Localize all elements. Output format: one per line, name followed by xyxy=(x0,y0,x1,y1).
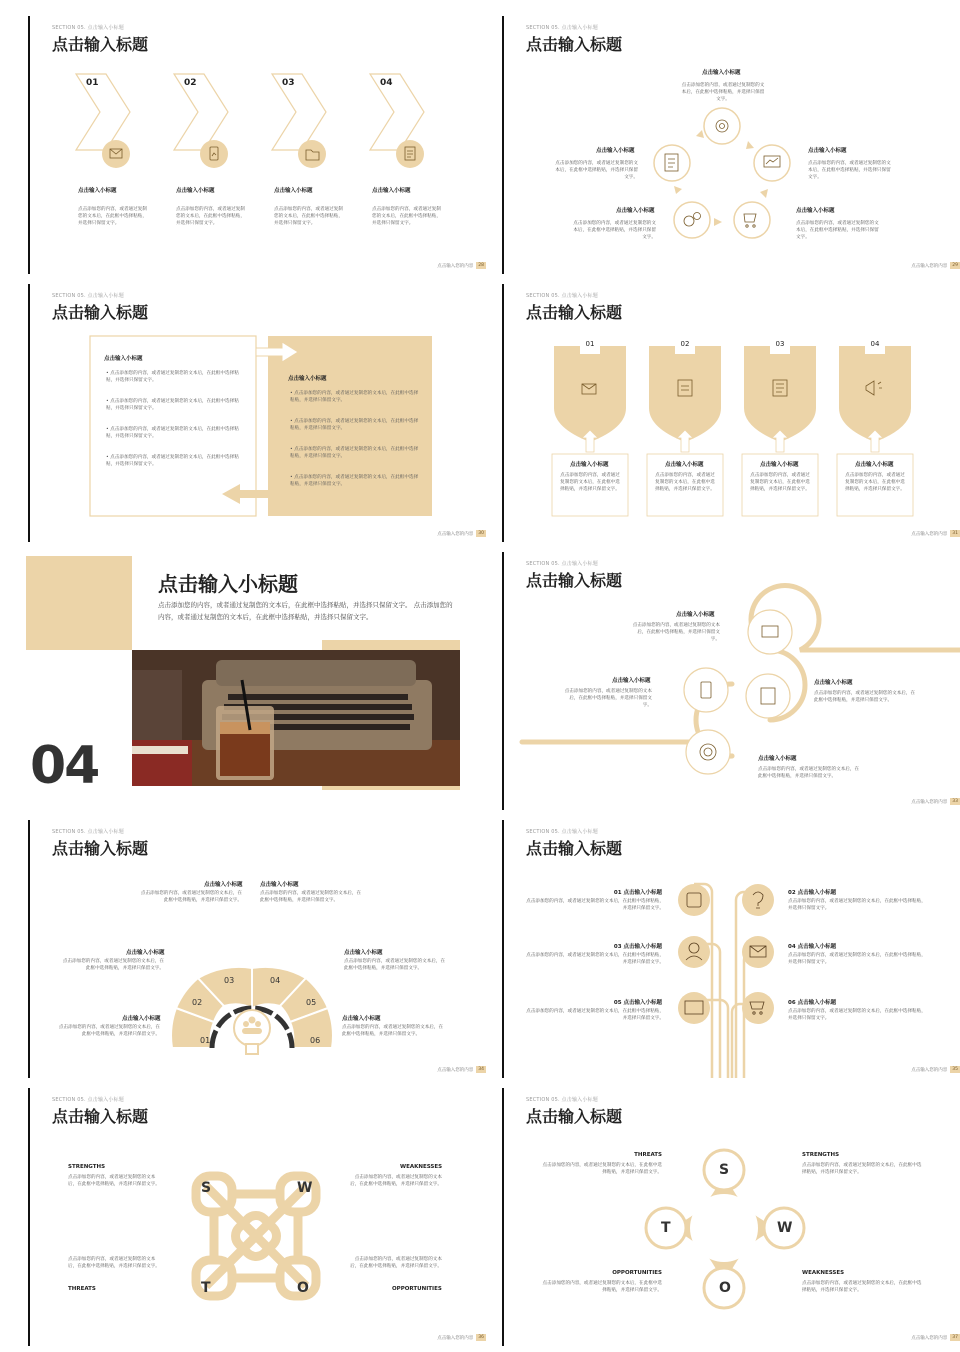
item-body: 点击添加您的内容，或者通过复制您的文本后，在此框中选择粘贴，并选择只保留文字。 xyxy=(542,1281,662,1294)
tree-graphics xyxy=(500,812,960,1078)
step-number: 04 xyxy=(867,340,883,348)
item-body: 点击添加您的内容，或者通过复制您的文本后，在此框中选择粘贴，并选择只保留文字。 xyxy=(555,161,638,181)
slide-29[interactable] xyxy=(500,8,960,274)
segment-label: 04 xyxy=(270,976,281,985)
item-body: 点击添加您的内容，或者通过复制您的文本后，在此框中选择粘贴，并选择只保留文字。 xyxy=(758,767,860,780)
item-body: 点击添加您的内容，或者通过复制您的文本后，在此框中选择粘贴，并选择只保留文字。 xyxy=(350,1257,442,1270)
swot-letter-o: O xyxy=(719,1280,731,1296)
coin-icon xyxy=(684,216,694,226)
footer-text: 点击输入您的内容 xyxy=(911,799,948,805)
slide-footer xyxy=(911,530,960,537)
footer-text: 点击输入您的内容 xyxy=(437,1067,474,1073)
footer-text: 点击输入您的内容 xyxy=(437,263,474,269)
item-body: 点击添加您的内容，或者通过复制您的文本后，在此框中选择粘贴，并选择只保留文字。 xyxy=(274,207,343,227)
item-body: 点击添加您的内容，或者通过复制您的文本后，在此框中选择粘贴，并选择只保留文字。 xyxy=(632,623,720,643)
item-subtitle: 点击输入小标题 xyxy=(616,208,655,214)
step-number: 01 xyxy=(582,340,598,348)
bullet-text: 点击添加您的内容，或者通过复制您的文本后，在此框中选择粘贴，并选择只保留文字。 xyxy=(106,455,239,468)
bullet-item: • 点击添加您的内容，或者通过复制您的文本后，在此框中选择粘贴，并选择只保留文字。 xyxy=(106,399,239,412)
swot-letter-s: S xyxy=(201,1180,212,1196)
item-subtitle: 点击输入小标题 xyxy=(274,188,313,194)
item-body: 点击添加您的内容，或者通过复制您的文本后，在此框中选择粘贴，并选择只保留文字。 xyxy=(526,899,664,912)
slide-footer xyxy=(437,530,486,537)
slide-footer xyxy=(911,1066,960,1073)
page-number: 29 xyxy=(952,263,958,268)
slide-35[interactable] xyxy=(500,812,960,1078)
swot-letter-w: W xyxy=(777,1220,793,1236)
typewriter-coffee-photo xyxy=(132,650,460,786)
section-number: 04 xyxy=(30,736,99,796)
item-body: 点击添加您的内容，或者通过复制您的文本后，在此框中选择粘贴，并选择只保留文字。 xyxy=(845,473,905,493)
swot-letter-t: T xyxy=(201,1280,211,1296)
slide-30[interactable] xyxy=(26,276,500,542)
item-subtitle: 点击输入小标题 xyxy=(78,188,117,194)
item-body: 点击添加您的内容，或者通过复制您的文本后，在此框中选择粘贴，并选择只保留文字。 xyxy=(681,83,765,103)
section-label: SECTION 05. 点击输入小标题 xyxy=(52,293,124,299)
bullet-text: 点击添加您的内容，或者通过复制您的文本后，在此框中选择粘贴，并选择只保留文字。 xyxy=(290,419,419,432)
item-body: 点击添加您的内容，或者通过复制您的文本后，在此框中选择粘贴，并选择只保留文字。 xyxy=(796,221,879,241)
section-heading: 点击输入小标题 xyxy=(158,572,298,596)
road-graphics xyxy=(500,544,960,810)
slide-title: 点击输入标题 xyxy=(52,303,149,322)
page-number: 35 xyxy=(952,1067,958,1072)
slide-title: 点击输入标题 xyxy=(526,35,623,54)
chevron-shape xyxy=(76,74,130,150)
slide-31[interactable] xyxy=(500,276,960,542)
section-label: SECTION 05. 点击输入小标题 xyxy=(526,829,598,835)
swot-letter-t: T xyxy=(661,1220,671,1236)
slide-footer xyxy=(911,1334,960,1341)
item-subtitle: 点击输入小标题 xyxy=(808,148,847,154)
segment-label: 03 xyxy=(224,976,235,985)
step-number: 02 xyxy=(677,340,693,348)
item-subtitle: 点击输入小标题 xyxy=(596,148,635,154)
item-body: 点击添加您的内容，或者通过复制您的文本后，在此框中选择粘贴，并选择只保留文字。 xyxy=(140,891,242,904)
item-body: 点击添加您的内容，或者通过复制您的文本后，在此框中选择粘贴，并选择只保留文字。 xyxy=(564,689,652,709)
item-subtitle: 点击输入小标题 xyxy=(855,462,894,468)
item-body: 点击添加您的内容，或者通过复制您的文本后，在此框中选择粘贴，并选择只保留文字。 xyxy=(342,1025,444,1038)
item-body: 点击添加您的内容，或者通过复制您的文本后，在此框中选择粘贴，并选择只保留文字。 xyxy=(78,207,147,227)
checklist-icon xyxy=(665,154,678,171)
page-number: 28 xyxy=(478,263,484,268)
swot-letter-o: O xyxy=(297,1280,309,1296)
item-subtitle: 点击输入小标题 xyxy=(126,950,165,956)
slide-footer xyxy=(437,1066,486,1073)
item-subtitle: 点击输入小标题 xyxy=(702,70,741,76)
slide-footer xyxy=(911,262,960,269)
bullet-text: 点击添加您的内容，或者通过复制您的文本后，在此框中选择粘贴，并选择只保留文字。 xyxy=(290,391,419,404)
slide-title: 点击输入标题 xyxy=(52,1107,149,1126)
item-subtitle: 02 点击输入小标题 xyxy=(788,890,837,896)
item-body: 点击添加您的内容，或者通过复制您的文本后，在此框中选择粘贴，并选择只保留文字。 xyxy=(655,473,715,493)
slide-footer xyxy=(437,262,486,269)
section-label: SECTION 05. 点击输入小标题 xyxy=(52,1097,124,1103)
item-body: 点击添加您的内容，或者通过复制您的文本后，在此框中选择粘贴，并选择只保留文字。 xyxy=(808,161,891,181)
item-body: 点击添加您的内容，或者通过复制您的文本后，在此框中选择粘贴，并选择只保留文字。 xyxy=(802,1163,922,1176)
threats-label: THREATS xyxy=(68,1286,96,1292)
item-subtitle: 点击输入小标题 xyxy=(570,462,609,468)
bullet-item: • 点击添加您的内容，或者通过复制您的文本后，在此框中选择粘贴，并选择只保留文字。 xyxy=(290,475,419,488)
step-number: 03 xyxy=(282,78,295,88)
item-subtitle: 点击输入小标题 xyxy=(612,678,651,684)
bullet-text: 点击添加您的内容，或者通过复制您的文本后，在此框中选择粘贴，并选择只保留文字。 xyxy=(290,447,419,460)
item-subtitle: 点击输入小标题 xyxy=(176,188,215,194)
gear-icon xyxy=(716,120,728,132)
opportunities-label: OPPORTUNITIES xyxy=(392,1286,442,1292)
section-label: SECTION 05. 点击输入小标题 xyxy=(526,25,598,31)
chevron-shape xyxy=(174,74,228,150)
slide-title: 点击输入标题 xyxy=(526,303,623,322)
segment-label: 01 xyxy=(200,1036,211,1045)
item-body: 点击添加您的内容，或者通过复制您的文本后，在此框中选择粘贴，并选择只保留文字。 xyxy=(68,1257,160,1270)
item-subtitle: 点击输入小标题 xyxy=(758,756,797,762)
opportunities-label: OPPORTUNITIES xyxy=(612,1270,662,1276)
section-label: SECTION 05. 点击输入小标题 xyxy=(526,561,598,567)
item-body: 点击添加您的内容，或者通过复制您的文本后，在此框中选择粘贴，并选择只保留文字。 xyxy=(372,207,441,227)
segment-label: 02 xyxy=(192,998,203,1007)
slide-32[interactable] xyxy=(26,544,500,810)
footer-text: 点击输入您的内容 xyxy=(911,531,948,537)
strengths-label: STRENGTHS xyxy=(68,1164,106,1170)
slide-footer xyxy=(437,1334,486,1341)
step-number: 02 xyxy=(184,78,197,88)
slide-title: 点击输入标题 xyxy=(52,35,149,54)
bullet-item: • 点击添加您的内容，或者通过复制您的文本后，在此框中选择粘贴，并选择只保留文字。 xyxy=(290,391,419,404)
bullet-item: • 点击添加您的内容，或者通过复制您的文本后，在此框中选择粘贴，并选择只保留文字。 xyxy=(290,419,419,432)
section-label: SECTION 05. 点击输入小标题 xyxy=(526,293,598,299)
item-subtitle: 点击输入小标题 xyxy=(342,1016,381,1022)
item-subtitle: 05 点击输入小标题 xyxy=(613,1000,662,1006)
item-body: 点击添加您的内容，或者通过复制您的文本后，在此框中选择粘贴，并选择只保留文字。 xyxy=(814,691,916,704)
slide-footer xyxy=(911,798,960,805)
cart-icon xyxy=(744,214,756,222)
two-panel-graphics xyxy=(26,276,500,542)
swot-letter-s: S xyxy=(719,1162,730,1178)
footer-text: 点击输入您的内容 xyxy=(437,1335,474,1341)
item-subtitle: 点击输入小标题 xyxy=(796,208,835,214)
chevron-shape xyxy=(272,74,326,150)
threats-label: THREATS xyxy=(634,1152,662,1158)
page-number: 33 xyxy=(952,799,958,804)
item-subtitle: 点击输入小标题 xyxy=(372,188,411,194)
item-body: 点击添加您的内容，或者通过复制您的文本后，在此框中选择粘贴，并选择只保留文字。 xyxy=(573,221,656,241)
item-body: 点击添加您的内容，或者通过复制您的文本后，在此框中选择粘贴，并选择只保留文字。 xyxy=(788,1009,926,1022)
bullet-text: 点击添加您的内容，或者通过复制您的文本后，在此框中选择粘贴，并选择只保留文字。 xyxy=(106,427,239,440)
cycle-graphics xyxy=(500,8,960,274)
segment-label: 05 xyxy=(306,998,317,1007)
item-subtitle: 点击输入小标题 xyxy=(665,462,704,468)
item-body: 点击添加您的内容，或者通过复制您的文本后，在此框中选择粘贴，并选择只保留文字。 xyxy=(350,1175,442,1188)
footer-text: 点击输入您的内容 xyxy=(911,1067,948,1073)
shield-graphics xyxy=(500,276,960,542)
weaknesses-label: WEAKNESSES xyxy=(802,1270,845,1276)
page-number: 30 xyxy=(478,531,484,536)
item-subtitle: 01 点击输入小标题 xyxy=(613,890,662,896)
bullet-item: • 点击添加您的内容，或者通过复制您的文本后，在此框中选择粘贴，并选择只保留文字。 xyxy=(290,447,419,460)
footer-text: 点击输入您的内容 xyxy=(911,1335,948,1341)
item-body: 点击添加您的内容，或者通过复制您的文本后，在此框中选择粘贴，并选择只保留文字。 xyxy=(526,953,664,966)
item-body: 点击添加您的内容，或者通过复制您的文本后，在此框中选择粘贴，并选择只保留文字。 xyxy=(344,959,446,972)
item-body: 点击添加您的内容，或者通过复制您的文本后，在此框中选择粘贴，并选择只保留文字。 xyxy=(260,891,362,904)
swot-diamond-graphics xyxy=(500,1080,960,1346)
item-subtitle: 03 点击输入小标题 xyxy=(613,944,662,950)
section-paragraph: 点击添加您的内容，或者通过复制您的文本后，在此框中选择粘贴，并选择只保留文字。 点击添加您的内容，或者通过复制您的文本后，在此框中选择粘贴，并选择只保留文字。 xyxy=(158,601,453,621)
section-label: SECTION 05. 点击输入小标题 xyxy=(526,1097,598,1103)
weaknesses-label: WEAKNESSES xyxy=(400,1164,443,1170)
item-body: 点击添加您的内容，或者通过复制您的文本后，在此框中选择粘贴，并选择只保留文字。 xyxy=(802,1281,922,1294)
footer-text: 点击输入您的内容 xyxy=(437,531,474,537)
panel-subtitle: 点击输入小标题 xyxy=(288,376,327,382)
slide-title: 点击输入标题 xyxy=(526,571,623,590)
item-subtitle: 点击输入小标题 xyxy=(344,950,383,956)
slide-37[interactable] xyxy=(500,1080,960,1346)
item-body: 点击添加您的内容，或者通过复制您的文本后，在此框中选择粘贴，并选择只保留文字。 xyxy=(788,899,926,912)
item-body: 点击添加您的内容，或者通过复制您的文本后，在此框中选择粘贴，并选择只保留文字。 xyxy=(560,473,620,493)
segment-label: 06 xyxy=(310,1036,321,1045)
photo-illustration xyxy=(132,650,460,786)
bullet-item: • 点击添加您的内容，或者通过复制您的文本后，在此框中选择粘贴，并选择只保留文字。 xyxy=(106,455,239,468)
strengths-label: STRENGTHS xyxy=(802,1152,840,1158)
panel-subtitle: 点击输入小标题 xyxy=(104,356,143,362)
item-body: 点击添加您的内容，或者通过复制您的文本后，在此框中选择粘贴，并选择只保留文字。 xyxy=(750,473,810,493)
item-body: 点击添加您的内容，或者通过复制您的文本后，在此框中选择粘贴，并选择只保留文字。 xyxy=(542,1163,662,1176)
bullet-item: • 点击添加您的内容，或者通过复制您的文本后，在此框中选择粘贴，并选择只保留文字。 xyxy=(106,427,239,440)
step-number: 01 xyxy=(86,78,99,88)
page-number: 31 xyxy=(952,531,958,536)
swot-letter-w: W xyxy=(297,1180,313,1196)
page-number: 36 xyxy=(478,1335,484,1340)
swot-knot-graphics xyxy=(26,1080,500,1346)
page-number: 37 xyxy=(952,1335,958,1340)
item-subtitle: 点击输入小标题 xyxy=(204,882,243,888)
item-subtitle: 点击输入小标题 xyxy=(760,462,799,468)
bullet-text: 点击添加您的内容，或者通过复制您的文本后，在此框中选择粘贴，并选择只保留文字。 xyxy=(106,399,239,412)
bullet-item: • 点击添加您的内容，或者通过复制您的文本后，在此框中选择粘贴，并选择只保留文字。 xyxy=(106,371,239,384)
slide-36[interactable] xyxy=(26,1080,500,1346)
section-label: SECTION 05. 点击输入小标题 xyxy=(52,25,124,31)
slide-title: 点击输入标题 xyxy=(526,1107,623,1126)
accent-block xyxy=(26,556,132,650)
item-body: 点击添加您的内容，或者通过复制您的文本后，在此框中选择粘贴，并选择只保留文字。 xyxy=(62,959,164,972)
item-subtitle: 06 点击输入小标题 xyxy=(788,1000,837,1006)
footer-text: 点击输入您的内容 xyxy=(911,263,948,269)
item-subtitle: 点击输入小标题 xyxy=(676,612,715,618)
item-body: 点击添加您的内容，或者通过复制您的文本后，在此框中选择粘贴，并选择只保留文字。 xyxy=(68,1175,160,1188)
slide-28[interactable] xyxy=(26,8,500,274)
slide-33[interactable] xyxy=(500,544,960,810)
item-subtitle: 04 点击输入小标题 xyxy=(788,944,837,950)
chevron-graphics xyxy=(26,8,500,274)
step-number: 04 xyxy=(380,78,393,88)
slide-34[interactable] xyxy=(26,812,500,1078)
item-body: 点击添加您的内容，或者通过复制您的文本后，在此框中选择粘贴，并选择只保留文字。 xyxy=(526,1009,664,1022)
bullet-text: 点击添加您的内容，或者通过复制您的文本后，在此框中选择粘贴，并选择只保留文字。 xyxy=(106,371,239,384)
slide-title: 点击输入标题 xyxy=(526,839,623,858)
page-number: 34 xyxy=(478,1067,484,1072)
item-subtitle: 点击输入小标题 xyxy=(260,882,299,888)
item-body: 点击添加您的内容，或者通过复制您的文本后，在此框中选择粘贴，并选择只保留文字。 xyxy=(58,1025,160,1038)
slide-title: 点击输入标题 xyxy=(52,839,149,858)
section-label: SECTION 05. 点击输入小标题 xyxy=(52,829,124,835)
bullet-text: 点击添加您的内容，或者通过复制您的文本后，在此框中选择粘贴，并选择只保留文字。 xyxy=(290,475,419,488)
item-body: 点击添加您的内容，或者通过复制您的文本后，在此框中选择粘贴，并选择只保留文字。 xyxy=(788,953,926,966)
chevron-shape xyxy=(370,74,424,150)
item-subtitle: 点击输入小标题 xyxy=(814,680,853,686)
step-number: 03 xyxy=(772,340,788,348)
item-body: 点击添加您的内容，或者通过复制您的文本后，在此框中选择粘贴，并选择只保留文字。 xyxy=(176,207,245,227)
item-subtitle: 点击输入小标题 xyxy=(122,1016,161,1022)
